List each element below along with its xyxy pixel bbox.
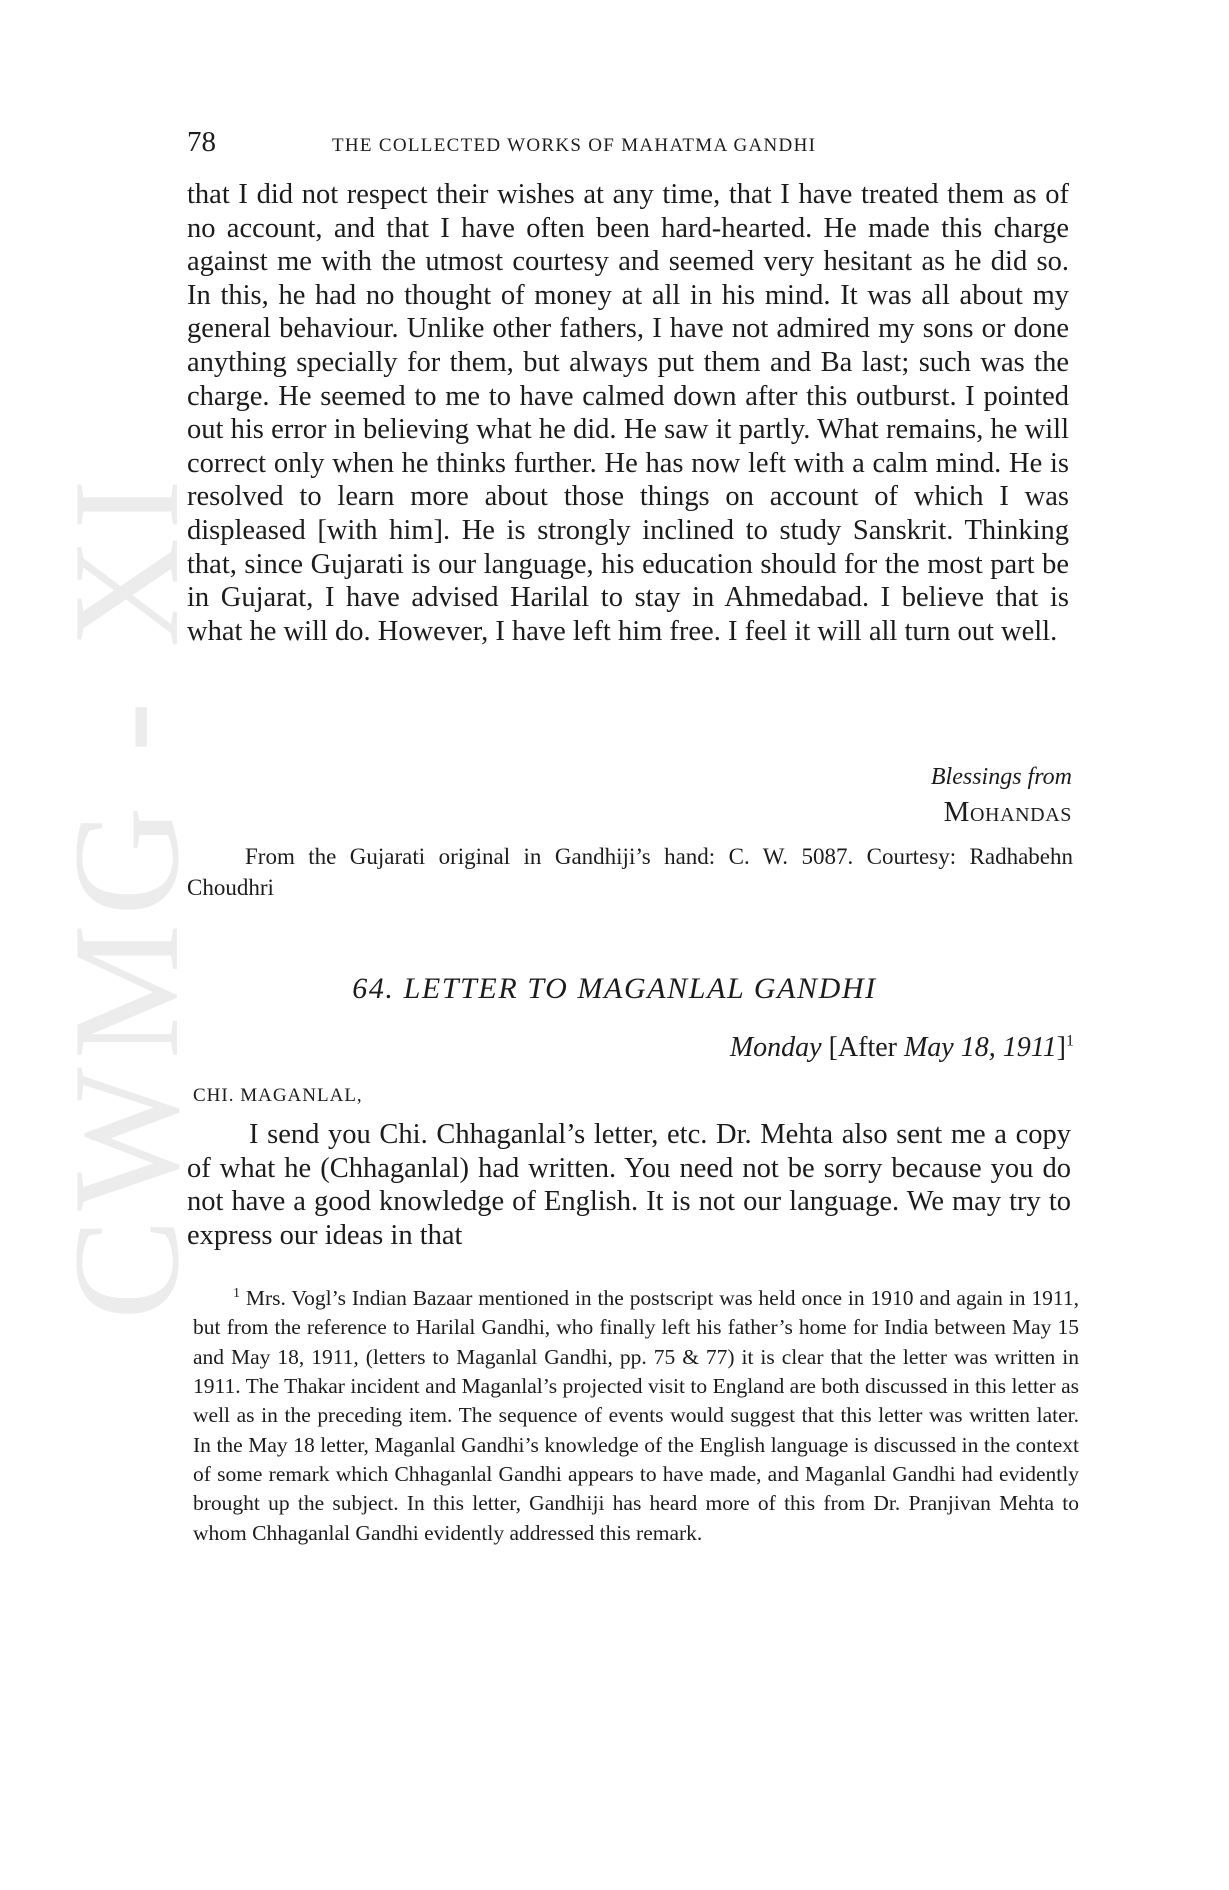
date-open: [After xyxy=(821,1032,904,1063)
footnote xyxy=(193,1279,1079,1548)
page-number: 78 xyxy=(187,126,216,158)
source-note: From the Gujarati original in Gandhiji’s hand: C. W. 5087. Courtesy: Radhabehn Choudhri xyxy=(187,844,1073,900)
footnote-text: Mrs. Vogl’s Indian Bazaar mentioned in the postscript was held once in 1910 and again in 1911, but from the reference to Harilal Gandhi, who finally left his father’s home for India between May 15 and May 18, 1911, (letters to Maganlal Gandhi, pp. 75 & 77) it is clear that the letter was written in 1911. The Thakar incident and Maganlal’s projected visit to England are both discussed in this letter as well as in the preceding item. The sequence of events would suggest that this letter was written later. In the May 18 letter, Maganlal Gandhi’s knowledge of the English language is discussed in the context of some remark which Chhaganlal Gandhi appears to have made, and Maganlal Gandhi had evidently brought up the subject. In this letter, Gandhiji has heard more of this from Dr. Pranjivan Mehta to whom Chhaganlal Gandhi evidently addressed this remark. xyxy=(193,1286,1080,1545)
page-header xyxy=(187,126,1075,166)
footnote-marker: 1 xyxy=(233,1286,240,1301)
letter-body-text: I send you Chi. Chhaganlal’s letter, etc. Dr. Mehta also sent me a copy of what he (Chhaganlal) had written. You need not be sorry because you do not have a good knowledge of English. It is not our language. We may try to express our ideas in that xyxy=(187,1119,1071,1251)
blessings-line: Blessings from xyxy=(930,764,1072,790)
letter-dateline xyxy=(730,1032,1074,1064)
date-day: Monday xyxy=(729,1032,822,1063)
letter-title: 64. LETTER TO MAGANLAL GANDHI xyxy=(352,972,877,1005)
signature: Mohandas xyxy=(943,796,1072,828)
date-close: ] xyxy=(1056,1032,1066,1063)
continued-letter-text: that I did not respect their wishes at any time, that I have treated them as of no account, and that I have often been hard-hearted. He made this charge against me with the utmost courtesy and seemed very hesitant as he did so. In this, he had no thought of money at all in his mind. It was all about my general behaviour. Unlike other fathers, I have not admired my sons or done anything specially for them, but always put them and Ba last; such was the charge. He seemed to me to have calmed down after this outburst. I pointed out his error in believing what he did. He saw it partly. What remains, he will correct only when he thinks further. He has now left with a calm mind. He is resolved to learn more about those things on account of which I was displeased [with him]. He is strongly inclined to study Sanskrit. Thinking that, since Gujarati is our language, his education should for the most part be in Gujarat, I have advised Harilal to stay in Ahmedabad. I believe that is what he will do. However, I have left him free. I feel it will all turn out well. xyxy=(187,179,1069,647)
running-title: THE COLLECTED WORKS OF MAHATMA GANDHI xyxy=(332,135,817,156)
cwmg-watermark: CWMG - XI xyxy=(42,471,210,1320)
date-month-day: May 18, 1911 xyxy=(903,1032,1057,1063)
footnote-reference: 1 xyxy=(1066,1032,1074,1050)
salutation: CHI. MAGANLAL, xyxy=(193,1085,363,1106)
